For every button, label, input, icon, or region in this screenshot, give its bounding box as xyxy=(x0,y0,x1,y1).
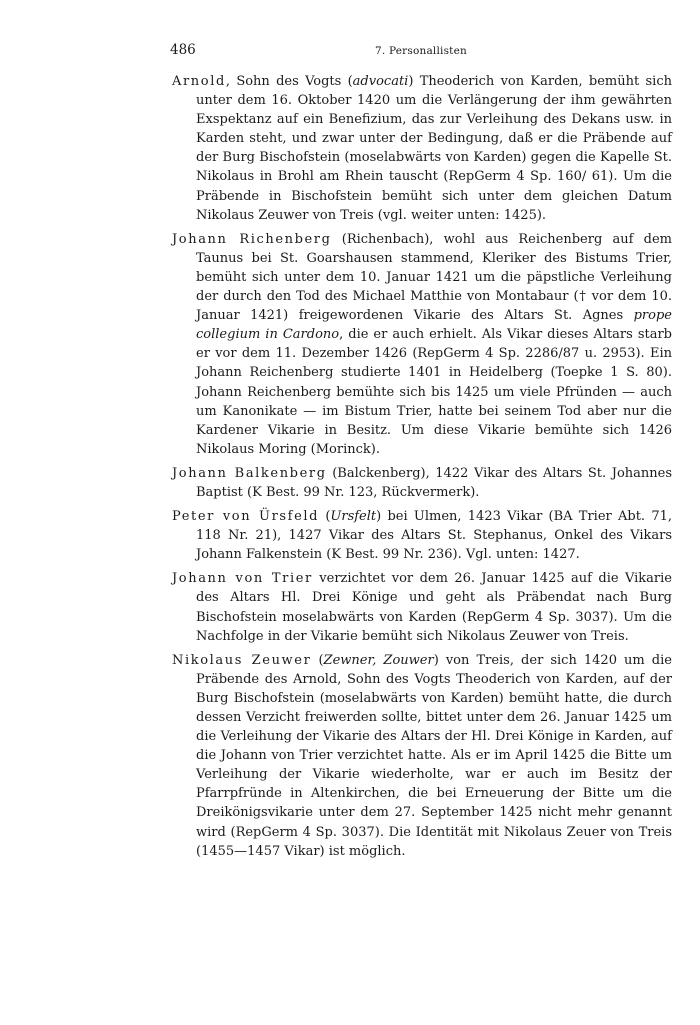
entry-name: Johann Balkenberg xyxy=(172,465,327,481)
entry xyxy=(172,569,672,645)
entry-italic-text: prope collegium in Cardono xyxy=(196,308,672,343)
entry-text: ( xyxy=(311,652,324,668)
entry-text: ( xyxy=(319,509,331,525)
entry-text: verzichtet vor dem 26. Januar 1425 auf die Vikarie des Altars Hl. Drei Könige und geht als Präbendat nach Burg Bischofstein moselabwärts von Karden (RepGerm 4 Sp. 3037). Um die Nachfolge in der Vikarie bemüht sich Nikolaus Zeuwer von Treis. xyxy=(196,571,673,644)
entry-text: ) bei Ulmen, 1423 Vikar (BA Trier Abt. 71, 118 Nr. 21), 1427 Vikar des Altars St. Stephanus, Onkel des Vikars Johann Falkenstein (K Best. 99 Nr. 236). Vgl. unten: 1427. xyxy=(196,509,672,563)
entry-name: Johann von Trier xyxy=(172,571,313,587)
entry-italic-text: Ursfelt xyxy=(330,509,377,525)
entry-text: ) von Treis, der sich 1420 um die Präbende des Arnold, Sohn des Vogts Theoderich von Karden, auf der Burg Bischofstein (moselabwärts von Karden) bemüht hatte, die durch dessen Verzicht freiwerden sollte, bittet unter dem 26. Januar 1425 um die Verleihung der Vikarie des Altars der Hl. Drei Könige in Karden, auf die Johann von Trier verzichtet hatte. Als er im April 1425 die Bitte um Verleihung der Vikarie wiederholte, war er auch im Besitz der Pfarrpfründe in Altenkirchen, die bei Erneuerung der Bitte um die Dreikönigsvikarie unter dem 27. September 1425 nicht mehr genannt wird (RepGerm 4 Sp. 3037). Die Identität mit Nikolaus Zeuer von Treis (1455—1457 Vikar) ist möglich. xyxy=(196,652,672,859)
entry-text: (Richenbach), wohl aus Reichenberg auf dem Taunus bei St. Goarshausen stammend, Kleriker des Bistums Trier, bemüht sich unter dem 10. Januar 1421 um die päpstliche Verleihung der durch den Tod des Michael Matthie von Montabaur († vor dem 10. Januar 1421) freigewordenen Vikarie des Altars St. Agnes xyxy=(196,231,672,324)
entry-text: , Sohn des Vogts ( xyxy=(225,74,353,89)
page-number: 486 xyxy=(170,42,196,58)
entry-name: Peter von Ürsfeld xyxy=(172,509,320,525)
entry-name: Johann Richenberg xyxy=(172,231,332,247)
entry-name: Arnold xyxy=(172,74,226,89)
entry xyxy=(172,72,672,225)
entry-text: (Balckenberg), 1422 Vikar des Altars St. Johannes Baptist (K Best. 99 Nr. 123, Rückvermerk). xyxy=(196,465,672,500)
entry-text: , die er auch erhielt. Als Vikar dieses Altars starb er vor dem 11. Dezember 1426 (RepGerm 4 Sp. 2286/87 u. 2953). Ein Johann Reichenberg studierte 1401 in Heidelberg (Toepke 1 S. 80). Johann Reichenberg bemühte sich bis 1425 um viele Pfründen — auch um Kanonikate — im Bistum Trier, hatte bei seinem Tod aber nur die Kardener Vikarie in Besitz. Um diese Vikarie bemühte sich 1426 Nikolaus Moring (Morinck). xyxy=(196,327,672,457)
entry xyxy=(172,230,672,459)
entry-italic-text: advocati xyxy=(352,74,409,89)
entry-name: Nikolaus Zeuwer xyxy=(172,652,312,668)
entry xyxy=(172,651,672,861)
entry xyxy=(172,464,672,502)
entry xyxy=(172,507,672,564)
running-head: 7. Personallisten xyxy=(375,45,467,57)
entry-text: ) Theoderich von Karden, bemüht sich unter dem 16. Oktober 1420 um die Verlängerung der ihm gewährten Exspektanz auf ein Benefizium, das zur Verleihung des Dekans usw. in Karden steht, und zwar unter der Bedingung, daß er die Präbende auf der Burg Bischofstein (moselabwärts von Karden) gegen die Kapelle St. Nikolaus in Brohl am Rhein tauscht (RepGerm 4 Sp. 160/ 61). Um die Präbende in Bischofstein bemüht sich unter dem gleichen Datum Nikolaus Zeuwer von Treis (vgl. weiter unten: 1425). xyxy=(196,74,672,223)
entry-list xyxy=(172,72,672,866)
entry-italic-text: Zewner, Zouwer xyxy=(323,652,434,668)
page-header xyxy=(170,42,672,62)
